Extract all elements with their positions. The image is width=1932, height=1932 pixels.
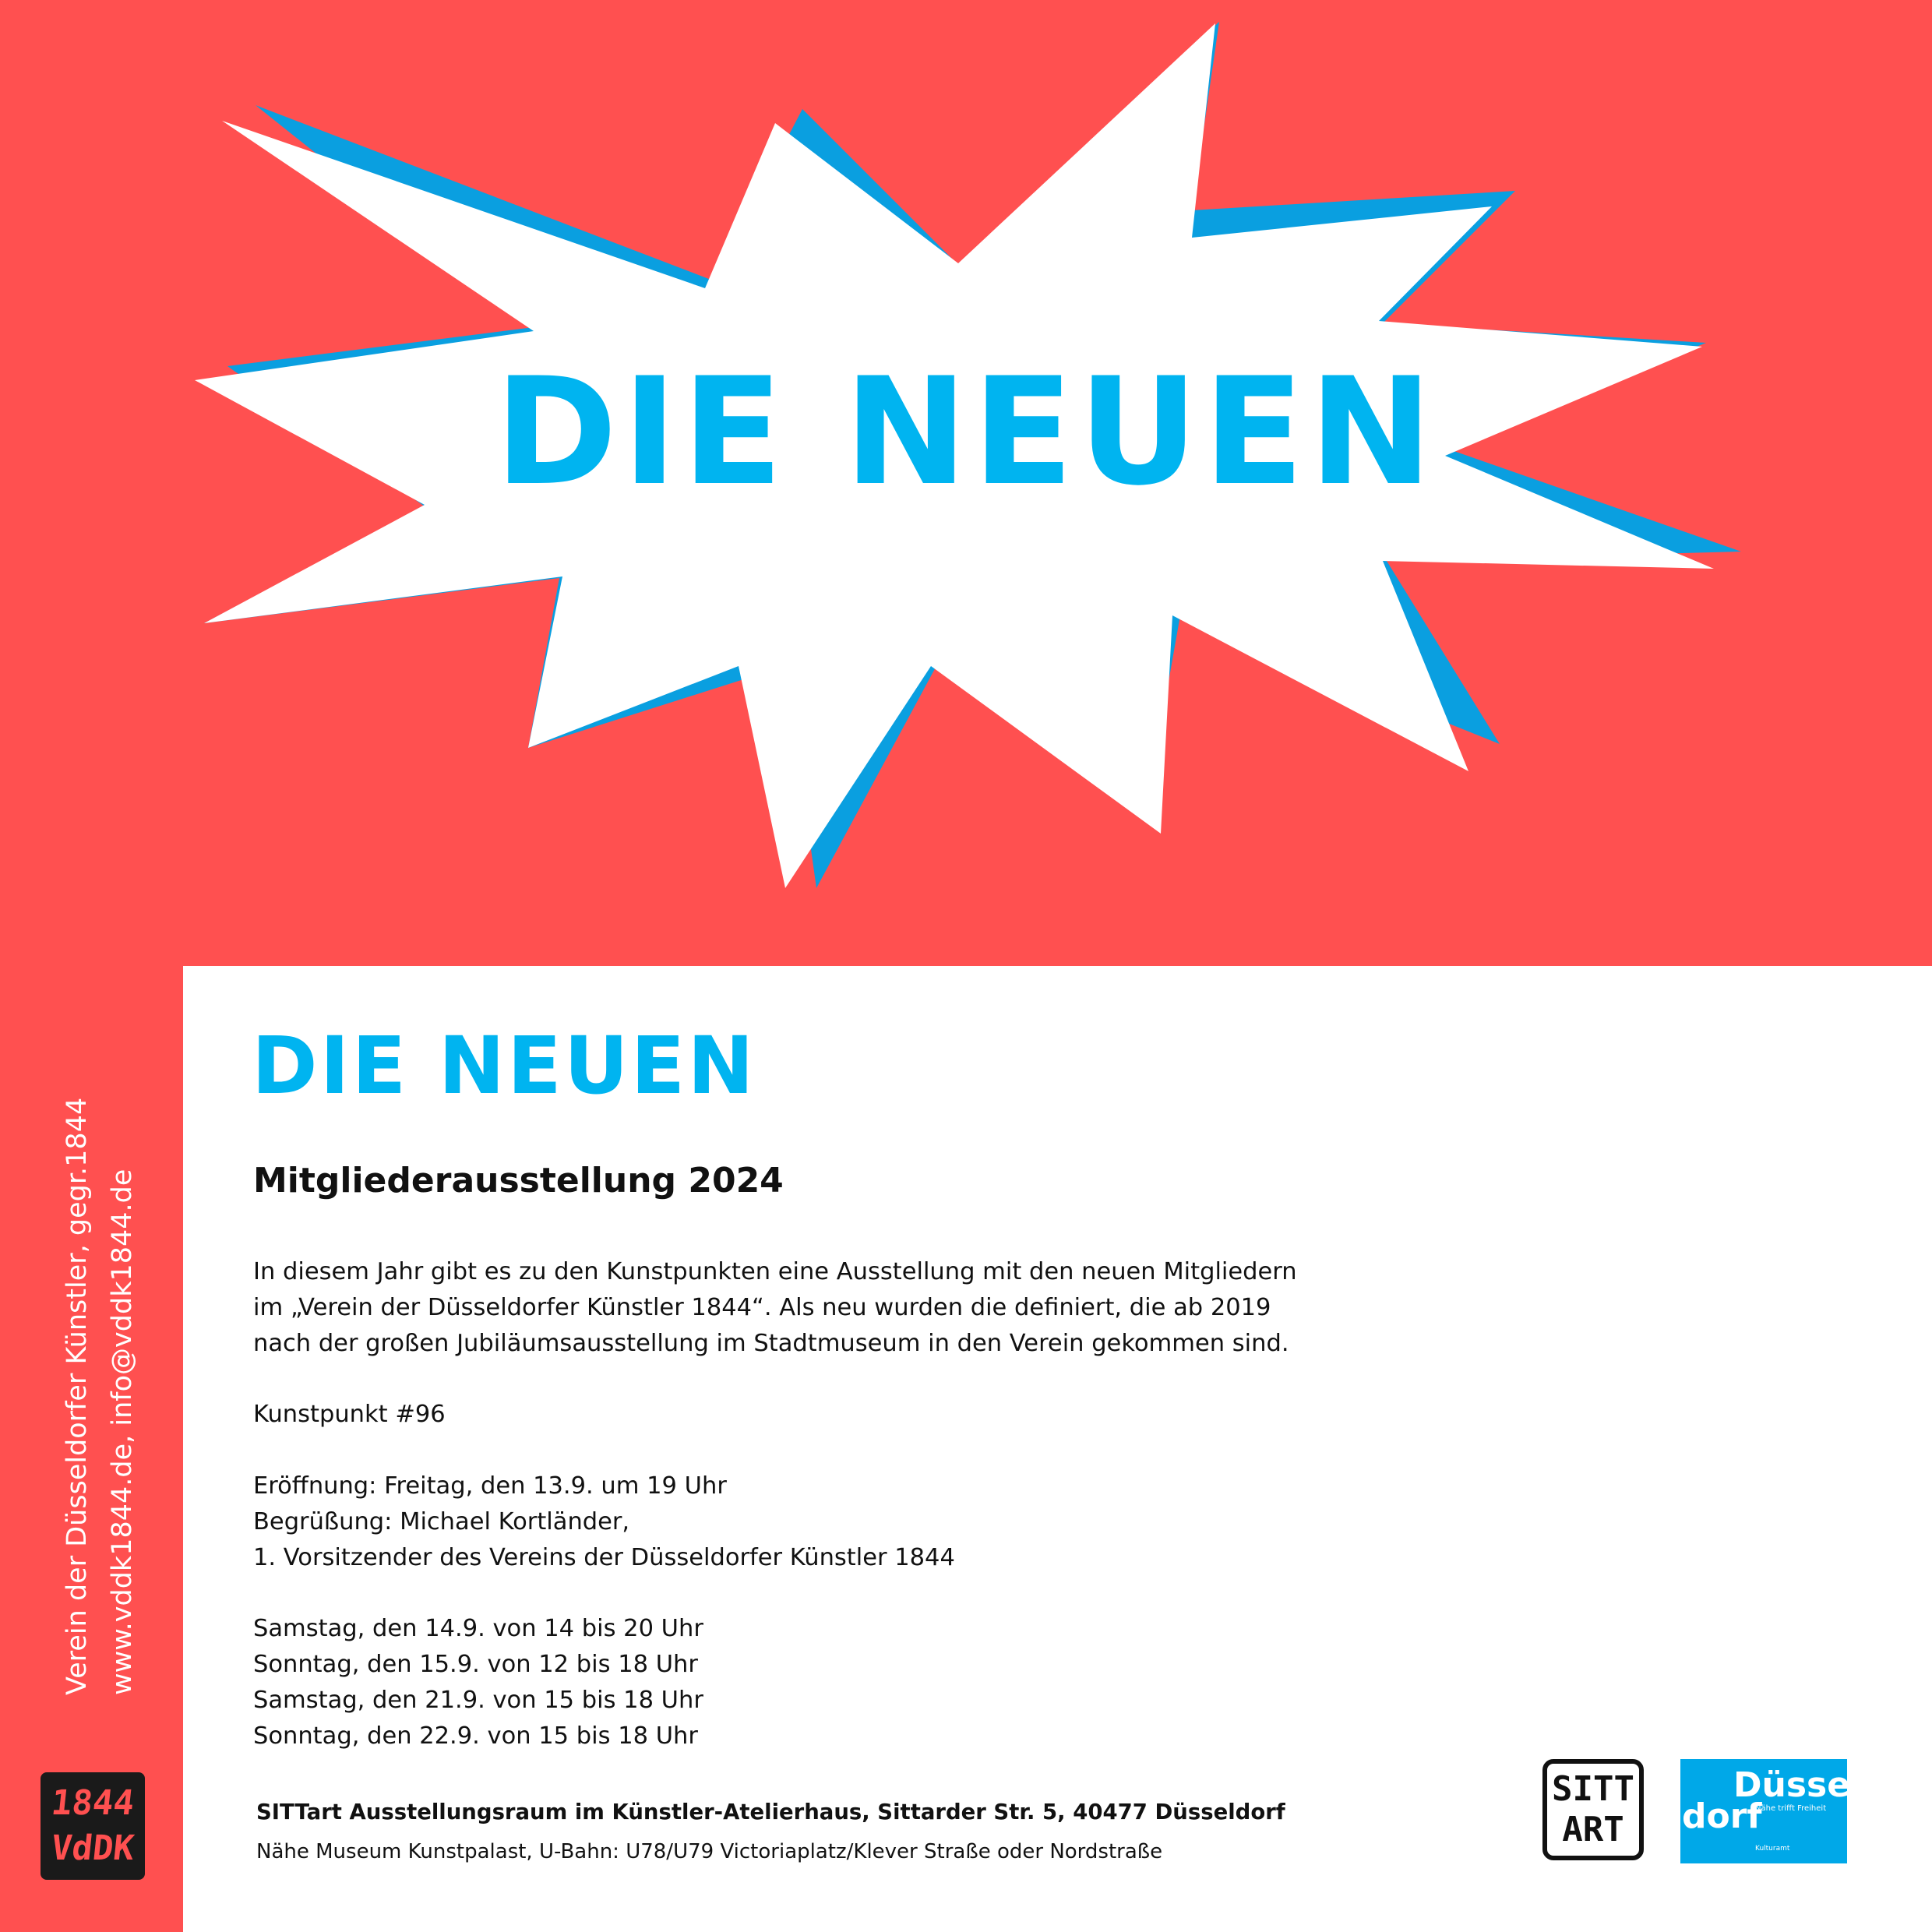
duesseldorf-logo-tagline: Nähe trifft Freiheit bbox=[1755, 1804, 1827, 1813]
intro-paragraph bbox=[253, 1254, 1297, 1362]
venue-address: SITTart Ausstellungsraum im Künstler-Atelierhaus, Sittarder Str. 5, 40477 Düsseldorf bbox=[256, 1800, 1285, 1824]
opening-line: 1. Vorsitzender des Vereins der Düsseldorfer Künstler 1844 bbox=[253, 1544, 955, 1571]
duesseldorf-logo bbox=[1680, 1759, 1863, 1863]
sittart-logo-line1: SITT bbox=[1552, 1769, 1634, 1809]
opening-line: Begrüßung: Michael Kortländer, bbox=[253, 1508, 630, 1535]
vddk-logo bbox=[41, 1772, 145, 1880]
burst-title: DIE NEUEN bbox=[494, 346, 1438, 518]
schedule-item: Samstag, den 21.9. von 15 bis 18 Uhr bbox=[253, 1687, 703, 1714]
page-subtitle: Mitgliederausstellung 2024 bbox=[253, 1161, 784, 1200]
schedule-item: Samstag, den 14.9. von 14 bis 20 Uhr bbox=[253, 1615, 703, 1642]
duesseldorf-logo-word2: dorf bbox=[1682, 1796, 1762, 1836]
vddk-logo-year: 1844 bbox=[49, 1783, 136, 1823]
sidebar-web-email: www.vddk1844.de, info@vddk1844.de bbox=[107, 1169, 138, 1695]
duesseldorf-logo-sub: Kulturamt bbox=[1755, 1845, 1790, 1853]
opening-line: Eröffnung: Freitag, den 13.9. um 19 Uhr bbox=[253, 1472, 727, 1500]
sidebar-association-name: Verein der Düsseldorfer Künstler, gegr.1844 bbox=[62, 1097, 93, 1695]
schedule-list bbox=[253, 1611, 703, 1754]
sidebar-contact bbox=[55, 1098, 145, 1695]
intro-line: nach der großen Jubiläumsausstellung im Stadtmuseum in den Verein gekommen sind. bbox=[253, 1330, 1289, 1357]
intro-line: In diesem Jahr gibt es zu den Kunstpunkten eine Ausstellung mit den neuen Mitgliedern bbox=[253, 1258, 1297, 1285]
intro-line: im „Verein der Düsseldorfer Künstler 1844“. Als neu wurden die definiert, die ab 2019 bbox=[253, 1294, 1271, 1321]
opening-info bbox=[253, 1468, 955, 1576]
transit-info: Nähe Museum Kunstpalast, U-Bahn: U78/U79 Victoriaplatz/Klever Straße oder Nordstraße bbox=[256, 1840, 1163, 1863]
sittart-logo bbox=[1542, 1759, 1644, 1860]
duesseldorf-logo-word1: Düssel bbox=[1733, 1765, 1863, 1805]
vddk-logo-letters: VdDK bbox=[49, 1828, 136, 1868]
sittart-logo-line2: ART bbox=[1562, 1810, 1624, 1849]
event-number: Kunstpunkt #96 bbox=[253, 1401, 446, 1428]
schedule-item: Sonntag, den 22.9. von 15 bis 18 Uhr bbox=[253, 1722, 698, 1750]
page-title: DIE NEUEN bbox=[252, 1020, 756, 1112]
schedule-item: Sonntag, den 15.9. von 12 bis 18 Uhr bbox=[253, 1651, 698, 1678]
